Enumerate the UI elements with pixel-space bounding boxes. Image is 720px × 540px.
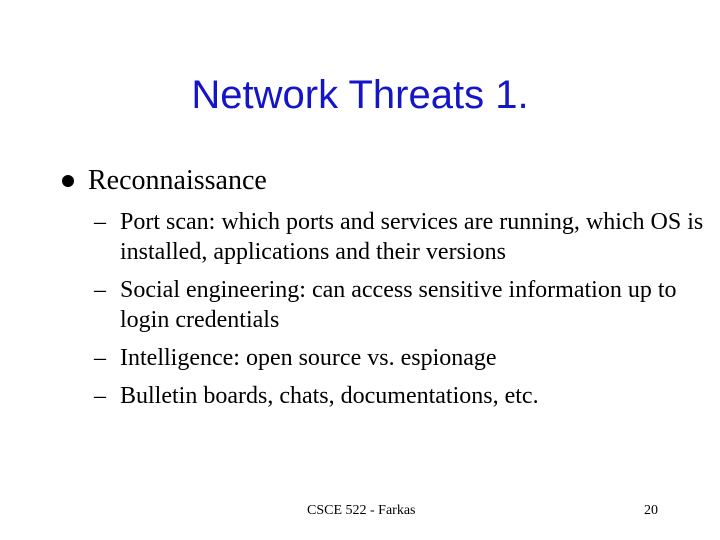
sub-bullet-text: Bulletin boards, chats, documentations, etc. bbox=[120, 383, 539, 409]
sub-bullet-list bbox=[94, 207, 710, 419]
bullet-text: Reconnaissance bbox=[88, 165, 267, 196]
dash-icon: – bbox=[94, 345, 106, 371]
dash-icon: – bbox=[94, 383, 106, 409]
sub-bullet-text: Port scan: which ports and services are running, which OS is installed, applications and their versions bbox=[120, 209, 704, 265]
sub-bullet-item bbox=[94, 343, 710, 373]
bullet-dot-icon bbox=[62, 175, 74, 187]
sub-bullet-item bbox=[94, 207, 710, 267]
sub-bullet-text: Social engineering: can access sensitive information up to login credentials bbox=[120, 277, 677, 333]
footer-course-label: CSCE 522 - Farkas bbox=[307, 503, 416, 518]
slide-title: Network Threats 1. bbox=[191, 73, 529, 117]
sub-bullet-text: Intelligence: open source vs. espionage bbox=[120, 345, 497, 371]
sub-bullet-item bbox=[94, 275, 710, 335]
sub-bullet-item bbox=[94, 381, 710, 411]
page-number: 20 bbox=[644, 503, 658, 518]
dash-icon: – bbox=[94, 209, 106, 235]
dash-icon: – bbox=[94, 277, 106, 303]
